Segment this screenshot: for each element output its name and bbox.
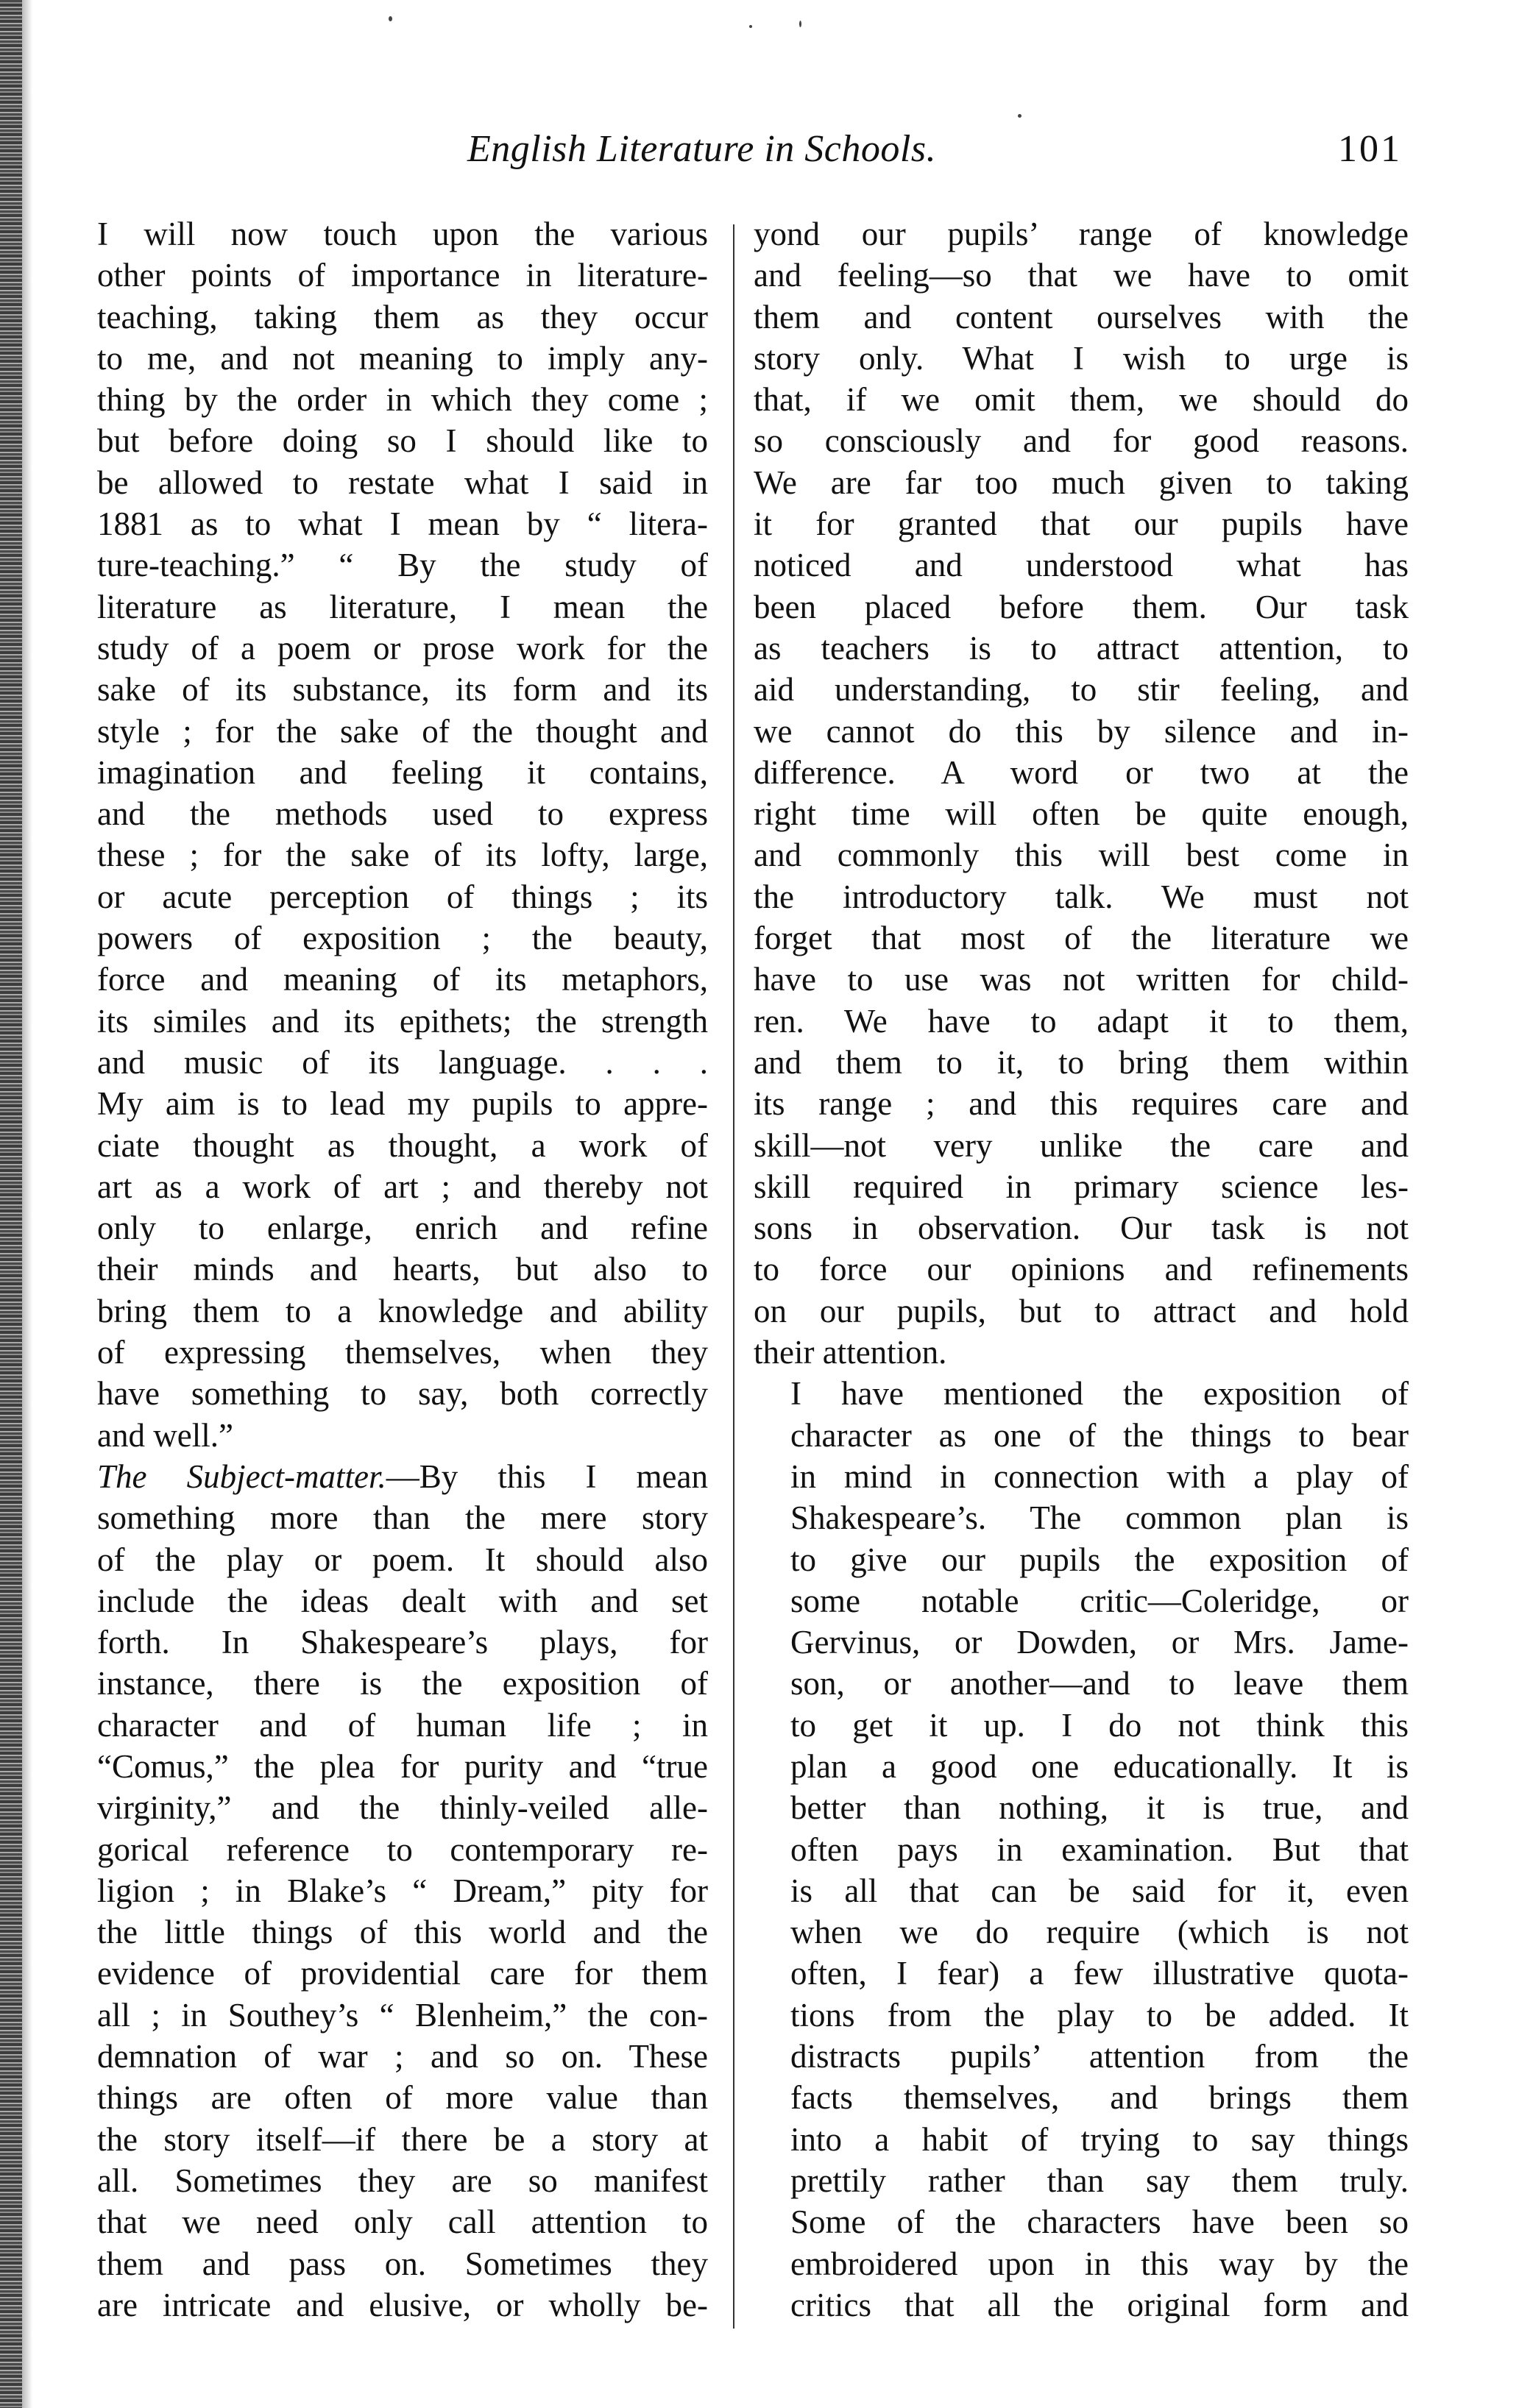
text-line: teaching, taking them as they occur [97, 298, 708, 335]
text-line: force and meaning of its metaphors, [97, 961, 708, 998]
text-line: that, if we omit them, we should do [754, 381, 1409, 419]
text-line: skill required in primary science les- [754, 1168, 1409, 1205]
paragraph-exposition-of-character [754, 1373, 1409, 2326]
text-line: is all that can be said for it, even [790, 1872, 1409, 1909]
text-line: story only. What I wish to urge is [754, 339, 1409, 377]
text-line: My aim is to lead my pupils to appre- [97, 1085, 708, 1123]
text-line: ren. We have to adapt it to them, [754, 1002, 1409, 1040]
text-line: character as one of the things to bear [790, 1416, 1409, 1454]
text-run: —By this I mean [386, 1457, 709, 1495]
text-line: often pays in examination. But that [790, 1830, 1409, 1868]
paragraph-subject-matter [60, 1456, 708, 2326]
text-line: to get it up. I do not think this [790, 1706, 1409, 1744]
text-line: as teachers is to attract attention, to [754, 629, 1409, 667]
text-line: forth. In Shakespeare’s plays, for [97, 1624, 708, 1661]
text-line: bring them to a knowledge and ability [97, 1292, 708, 1329]
text-line: forget that most of the literature we [754, 920, 1409, 957]
binding-shadow [22, 0, 32, 2408]
text-line: into a habit of trying to say things [790, 2120, 1409, 2158]
text-line: in mind in connection with a play of [790, 1457, 1409, 1495]
text-line: things are often of more value than [97, 2079, 708, 2117]
text-line: evidence of providential care for them [97, 1955, 708, 1992]
text-line: I will now touch upon the various [97, 216, 708, 252]
text-line: “Comus,” the plea for purity and “true [97, 1747, 708, 1785]
text-line: Some of the characters have been so [790, 2203, 1409, 2241]
text-line: so consciously and for good reasons. [754, 422, 1409, 460]
print-speck [799, 21, 801, 27]
text-line: distracts pupils’ attention from the [790, 2038, 1409, 2075]
text-line: powers of exposition ; the beauty, [97, 920, 708, 957]
text-line: be allowed to restate what I said in [97, 464, 708, 501]
text-line: been placed before them. Our task [754, 588, 1409, 625]
text-line: often, I fear) a few illustrative quota- [790, 1955, 1409, 1992]
text-line: and feeling—so that we have to omit [754, 257, 1409, 294]
text-line: we cannot do this by silence and in- [754, 712, 1409, 750]
text-line: all ; in Southey’s “ Blenheim,” the con- [97, 1996, 708, 2034]
text-line: to give our pupils the exposition of [790, 1541, 1409, 1578]
binding-edge [0, 0, 22, 2408]
text-line: include the ideas dealt with and set [97, 1582, 708, 1619]
text-line: style ; for the sake of the thought and [97, 712, 708, 750]
text-line: all. Sometimes they are so manifest [97, 2162, 708, 2199]
text-line: and well.” [97, 1416, 233, 1454]
text-line: and commonly this will best come in [754, 837, 1409, 874]
paragraph-continued [754, 213, 1409, 1373]
text-line: demnation of war ; and so on. These [97, 2038, 708, 2075]
text-line: plan a good one educationally. It is [790, 1747, 1409, 1785]
text-line: only to enlarge, enrich and refine [97, 1210, 708, 1247]
text-line: them and pass on. Sometimes they [97, 2245, 708, 2282]
text-line: I have mentioned the exposition of [790, 1375, 1409, 1413]
text-line: them and content ourselves with the [754, 298, 1409, 335]
text-line [60, 1456, 708, 1497]
text-line: character and of human life ; in [97, 1706, 708, 1744]
text-line: imagination and feeling it contains, [97, 753, 708, 791]
text-line: other points of importance in literature- [97, 257, 708, 294]
text-line: of the play or poem. It should also [97, 1541, 708, 1578]
text-line: prettily rather than say them truly. [790, 2162, 1409, 2199]
text-line: and the methods used to express [97, 795, 708, 833]
text-line: its range ; and this requires care and [754, 1085, 1409, 1123]
text-line: difference. A word or two at the [754, 753, 1409, 791]
text-line: to force our opinions and refinements [754, 1251, 1409, 1288]
text-line: facts themselves, and brings them [790, 2079, 1409, 2117]
text-line: We are far too much given to taking [754, 464, 1409, 501]
text-line: 1881 as to what I mean by “ litera- [97, 505, 708, 543]
text-line: virginity,” and the thinly-veiled alle- [97, 1789, 708, 1827]
text-line: better than nothing, it is true, and [790, 1789, 1409, 1827]
text-line: the little things of this world and the [97, 1914, 708, 1951]
text-line: the introductory talk. We must not [754, 878, 1409, 915]
print-speck [1018, 114, 1021, 118]
text-line: gorical reference to contemporary re- [97, 1830, 708, 1868]
text-line: son, or another—and to leave them [790, 1665, 1409, 1702]
text-line: art as a work of art ; and thereby not [97, 1168, 708, 1205]
text-line: literature as literature, I mean the [97, 588, 708, 625]
text-line: and them to it, to bring them within [754, 1043, 1409, 1081]
text-line: its similes and its epithets; the strength [97, 1002, 708, 1040]
text-line: Shakespeare’s. The common plan is [790, 1499, 1409, 1537]
column-rule [733, 224, 734, 2329]
text-line: tions from the play to be added. It [790, 1996, 1409, 2034]
text-line: ligion ; in Blake’s “ Dream,” pity for [97, 1872, 708, 1909]
text-line: right time will often be quite enough, [754, 795, 1409, 833]
text-line: or acute perception of things ; its [97, 878, 708, 915]
page-number: 101 [1338, 128, 1402, 170]
text-line: sake of its substance, its form and its [97, 671, 708, 708]
text-line: to me, and not meaning to imply any- [97, 339, 708, 377]
text-line: study of a poem or prose work for the [97, 629, 708, 667]
text-line: some notable critic—Coleridge, or [790, 1582, 1409, 1619]
text-line: have to use was not written for child- [754, 961, 1409, 998]
text-line: skill—not very unlike the care and [754, 1126, 1409, 1164]
text-line: that we need only call attention to [97, 2203, 708, 2241]
text-line: it for granted that our pupils have [754, 505, 1409, 543]
text-line: critics that all the original form and [790, 2286, 1409, 2323]
text-line: noticed and understood what has [754, 547, 1409, 584]
text-line: when we do require (which is not [790, 1914, 1409, 1951]
section-heading: The Subject-matter. [97, 1457, 386, 1495]
text-line: ture-teaching.” “ By the study of [97, 547, 708, 584]
text-line: and music of its language. . . . [97, 1043, 708, 1081]
text-line: their minds and hearts, but also to [97, 1251, 708, 1288]
print-speck [389, 16, 392, 21]
running-head [0, 124, 1519, 175]
text-line: their attention. [754, 1334, 947, 1371]
text-line: instance, there is the exposition of [97, 1665, 708, 1702]
text-line: have something to say, both correctly [97, 1375, 708, 1413]
text-line: aid understanding, to stir feeling, and [754, 671, 1409, 708]
text-line: yond our pupils’ range of knowledge [754, 216, 1409, 252]
text-line: sons in observation. Our task is not [754, 1210, 1409, 1247]
text-line: these ; for the sake of its lofty, large, [97, 837, 708, 874]
text-line: thing by the order in which they come ; [97, 381, 708, 419]
text-line: ciate thought as thought, a work of [97, 1126, 708, 1164]
left-column [60, 213, 708, 2326]
text-line: on our pupils, but to attract and hold [754, 1292, 1409, 1329]
text-line: but before doing so I should like to [97, 422, 708, 460]
right-column [754, 213, 1409, 2326]
paragraph-literature-teaching [60, 213, 708, 1456]
text-line: something more than the mere story [97, 1499, 708, 1537]
text-line: of expressing themselves, when they [97, 1334, 708, 1371]
text-line: embroidered upon in this way by the [790, 2245, 1409, 2282]
text-line: Gervinus, or Dowden, or Mrs. Jame- [790, 1624, 1409, 1661]
text-line: the story itself—if there be a story at [97, 2120, 708, 2158]
print-speck [749, 25, 752, 28]
text-line: are intricate and elusive, or wholly be- [97, 2286, 708, 2323]
running-title: English Literature in Schools. [467, 128, 937, 170]
